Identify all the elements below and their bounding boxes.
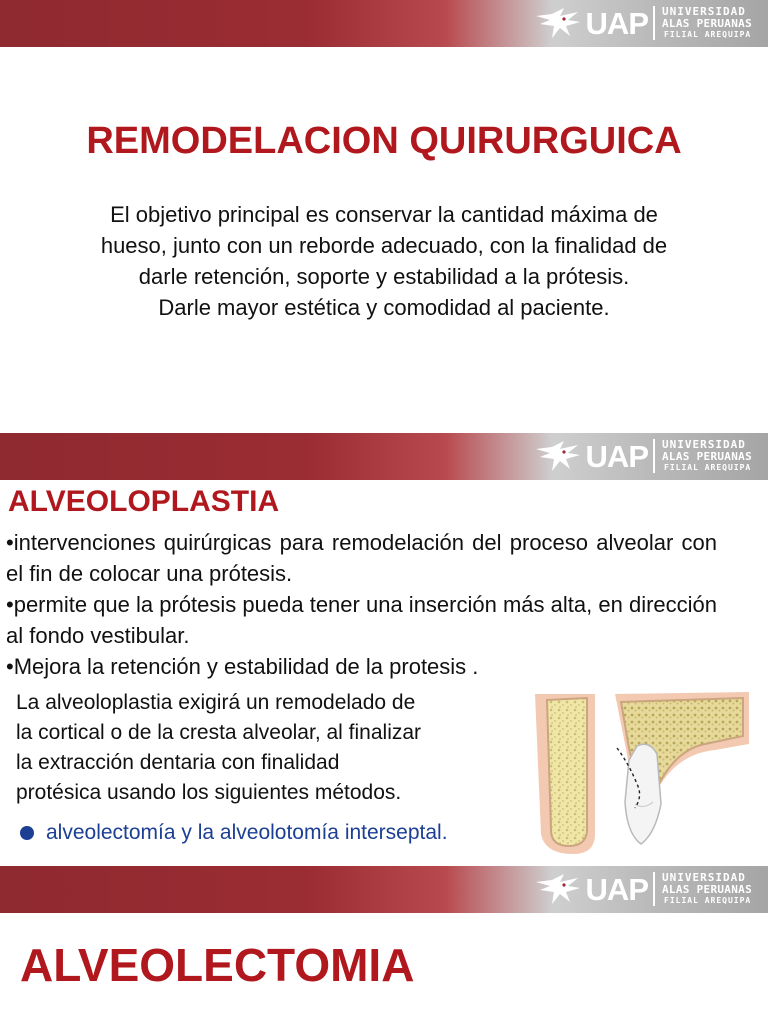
intro-line: hueso, junto con un reborde adecuado, con la finalidad de xyxy=(100,233,668,258)
logo-line-3: FILIAL AREQUIPA xyxy=(664,463,752,473)
sub-bullet-text: alveolectomía y la alveolotomía interseptal. xyxy=(46,821,448,844)
logo-line-3: FILIAL AREQUIPA xyxy=(664,896,752,906)
bullet-list xyxy=(6,527,717,682)
intro-line: darle retención, soporte y estabilidad a la prótesis. xyxy=(138,264,630,289)
alveolar-bone-illustration xyxy=(525,684,749,862)
bullet-item: •intervenciones quirúrgicas para remodelación del proceso alveolar con el fin de colocar una prótesis. xyxy=(6,530,717,586)
logo-line-3: FILIAL AREQUIPA xyxy=(664,30,752,40)
header-band xyxy=(0,433,768,480)
logo-text xyxy=(662,439,752,472)
intro-line: Darle mayor estética y comodidad al paciente. xyxy=(158,295,610,320)
slide-3 xyxy=(0,866,768,1024)
logo-abbr: UAP xyxy=(585,438,648,474)
logo-line-2: ALAS PERUANAS xyxy=(662,882,752,896)
intro-line: El objetivo principal es conservar la cantidad máxima de xyxy=(110,202,658,227)
section-title: ALVEOLOPLASTIA xyxy=(8,485,280,518)
paragraph-line: protésica usando los siguientes métodos. xyxy=(16,781,402,804)
sub-bullet xyxy=(20,821,448,845)
logo-abbr: UAP xyxy=(585,5,648,41)
logo-text xyxy=(662,872,752,905)
header-band xyxy=(0,866,768,913)
paragraph xyxy=(16,688,516,808)
uap-logo xyxy=(534,436,752,476)
bullet-item: •permite que la prótesis pueda tener una inserción más alta, en dirección al fondo vestibular. xyxy=(6,592,717,648)
paragraph-line: la extracción dentaria con finalidad xyxy=(16,751,340,774)
eagle-icon xyxy=(534,439,582,473)
logo-line-2: ALAS PERUANAS xyxy=(662,16,752,30)
bullet-dot-icon xyxy=(20,826,34,840)
logo-abbr: UAP xyxy=(585,871,648,907)
slide-title: REMODELACION QUIRURGUICA xyxy=(86,120,682,162)
slide-title: ALVEOLECTOMIA xyxy=(20,939,415,991)
uap-logo xyxy=(534,869,752,909)
logo-line-1: UNIVERSIDAD xyxy=(662,438,746,452)
logo-line-1: UNIVERSIDAD xyxy=(662,871,746,885)
logo-line-1: UNIVERSIDAD xyxy=(662,5,746,19)
paragraph-line: la cortical o de la cresta alveolar, al finalizar xyxy=(16,721,422,744)
paragraph-line: La alveoloplastia exigirá un remodelado de xyxy=(16,691,416,714)
eagle-icon xyxy=(534,872,582,906)
bullet-item: •Mejora la retención y estabilidad de la protesis . xyxy=(6,654,479,679)
logo-divider xyxy=(653,872,655,906)
logo-divider xyxy=(653,439,655,473)
logo-line-2: ALAS PERUANAS xyxy=(662,449,752,463)
